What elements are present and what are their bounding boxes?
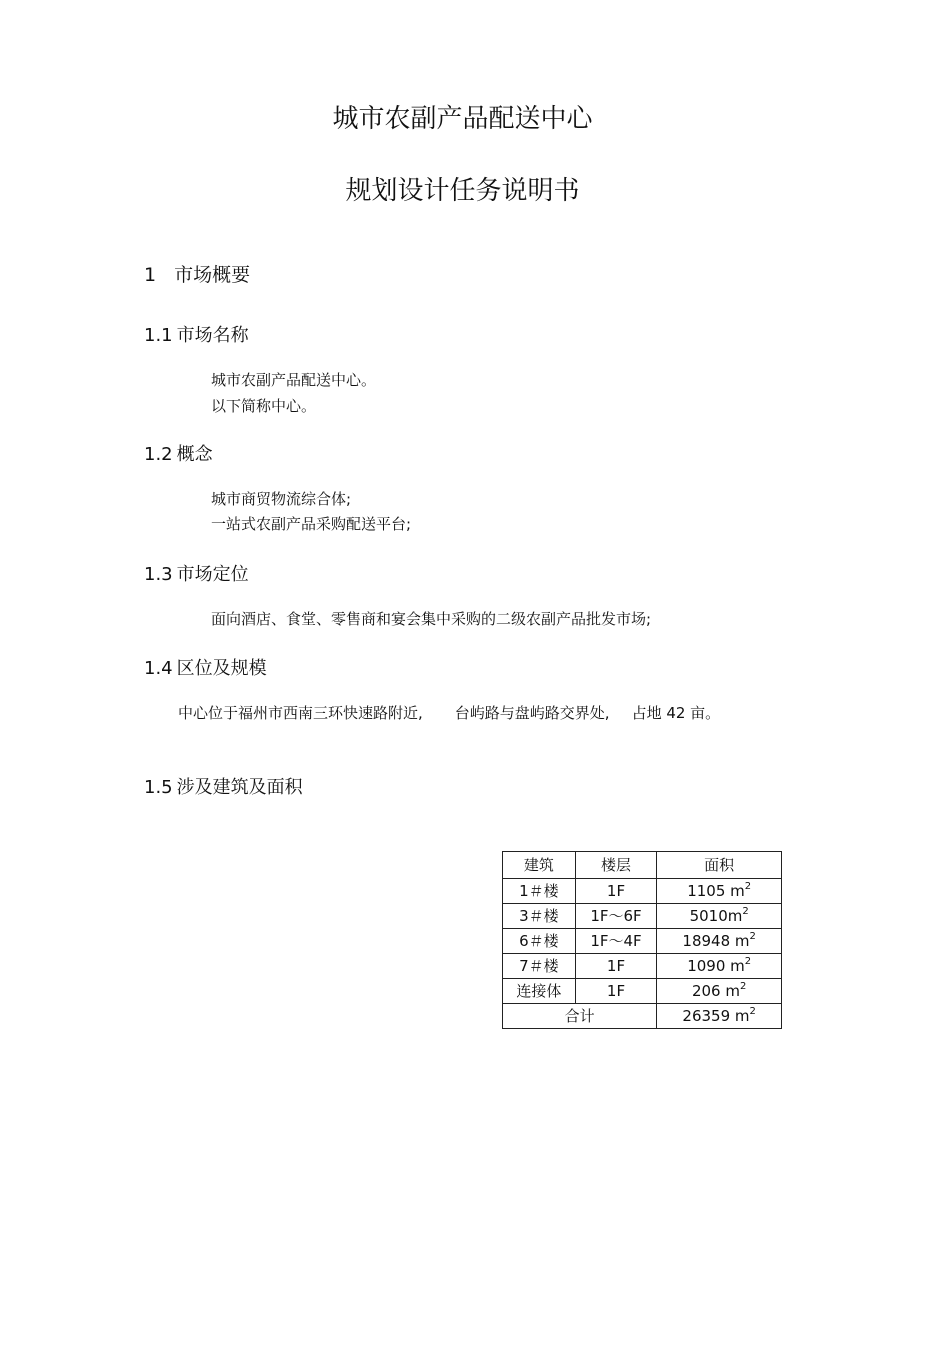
building-area-table <box>502 851 782 1029</box>
table-row <box>503 879 782 904</box>
table-row <box>503 954 782 979</box>
table-row <box>503 929 782 954</box>
area-cell: 1105 $m^2$ <box>657 879 782 904</box>
section-1-1-heading <box>144 321 249 347</box>
floors-cell: 1F～6F <box>575 904 657 929</box>
section-1-2-heading <box>144 440 213 466</box>
document-title-line2: 规划设计任务说明书 <box>345 176 580 206</box>
building-cell: 7＃楼 <box>503 954 576 979</box>
section-number: 1.1 <box>144 325 173 346</box>
section-1-heading <box>144 260 250 287</box>
section-number: 1.4 <box>144 658 173 679</box>
location-text-part: 台屿路与盘屿路交界处, <box>454 704 610 722</box>
section-1-3-heading <box>144 560 249 586</box>
floors-cell: 1F <box>575 879 657 904</box>
area-cell: $5010m^2$ <box>657 904 782 929</box>
section-1-4-heading <box>144 654 267 680</box>
section-1-1-line: 以下简称中心。 <box>211 397 317 415</box>
location-text-part: 中心位于福州市西南三环快速路附近, <box>178 704 423 722</box>
column-header: 建筑 <box>503 852 576 879</box>
section-1-2-line: 一站式农副产品采购配送平台; <box>211 515 412 533</box>
section-1-2-line: 城市商贸物流综合体; <box>211 490 352 508</box>
section-1-4-text <box>178 702 720 723</box>
section-title: 市场名称 <box>176 325 249 346</box>
total-area-cell: 26359 $m^2$ <box>657 1004 782 1029</box>
table-row <box>503 904 782 929</box>
floors-cell: 1F <box>575 954 657 979</box>
section-number: 1.2 <box>144 444 173 465</box>
table-header-row <box>503 852 782 879</box>
location-text-part: 占地 42 亩。 <box>631 704 721 722</box>
section-number: 1 <box>144 264 157 286</box>
column-header: 楼层 <box>575 852 657 879</box>
building-cell: 连接体 <box>503 979 576 1004</box>
building-cell: 3＃楼 <box>503 904 576 929</box>
table-total-row <box>503 1004 782 1029</box>
section-1-3-line: 面向酒店、食堂、零售商和宴会集中采购的二级农副产品批发市场; <box>211 610 652 628</box>
floors-cell: 1F～4F <box>575 929 657 954</box>
section-number: 1.3 <box>144 564 173 585</box>
floors-cell: 1F <box>575 979 657 1004</box>
area-cell: 1090 $m^2$ <box>657 954 782 979</box>
total-label-cell: 合计 <box>503 1004 657 1029</box>
section-title: 市场概要 <box>174 264 251 286</box>
section-1-1-line: 城市农副产品配送中心。 <box>211 371 377 389</box>
section-number: 1.5 <box>144 777 173 798</box>
table-row <box>503 979 782 1004</box>
building-cell: 1＃楼 <box>503 879 576 904</box>
section-title: 涉及建筑及面积 <box>176 777 303 798</box>
section-1-5-heading <box>144 773 303 799</box>
section-title: 区位及规模 <box>176 658 267 679</box>
column-header: 面积 <box>657 852 782 879</box>
area-cell: 206 $m^2$ <box>657 979 782 1004</box>
building-cell: 6＃楼 <box>503 929 576 954</box>
section-title: 市场定位 <box>176 564 249 585</box>
area-cell: 18948 $m^2$ <box>657 929 782 954</box>
section-title: 概念 <box>176 444 213 465</box>
document-title-line1: 城市农副产品配送中心 <box>332 104 593 134</box>
